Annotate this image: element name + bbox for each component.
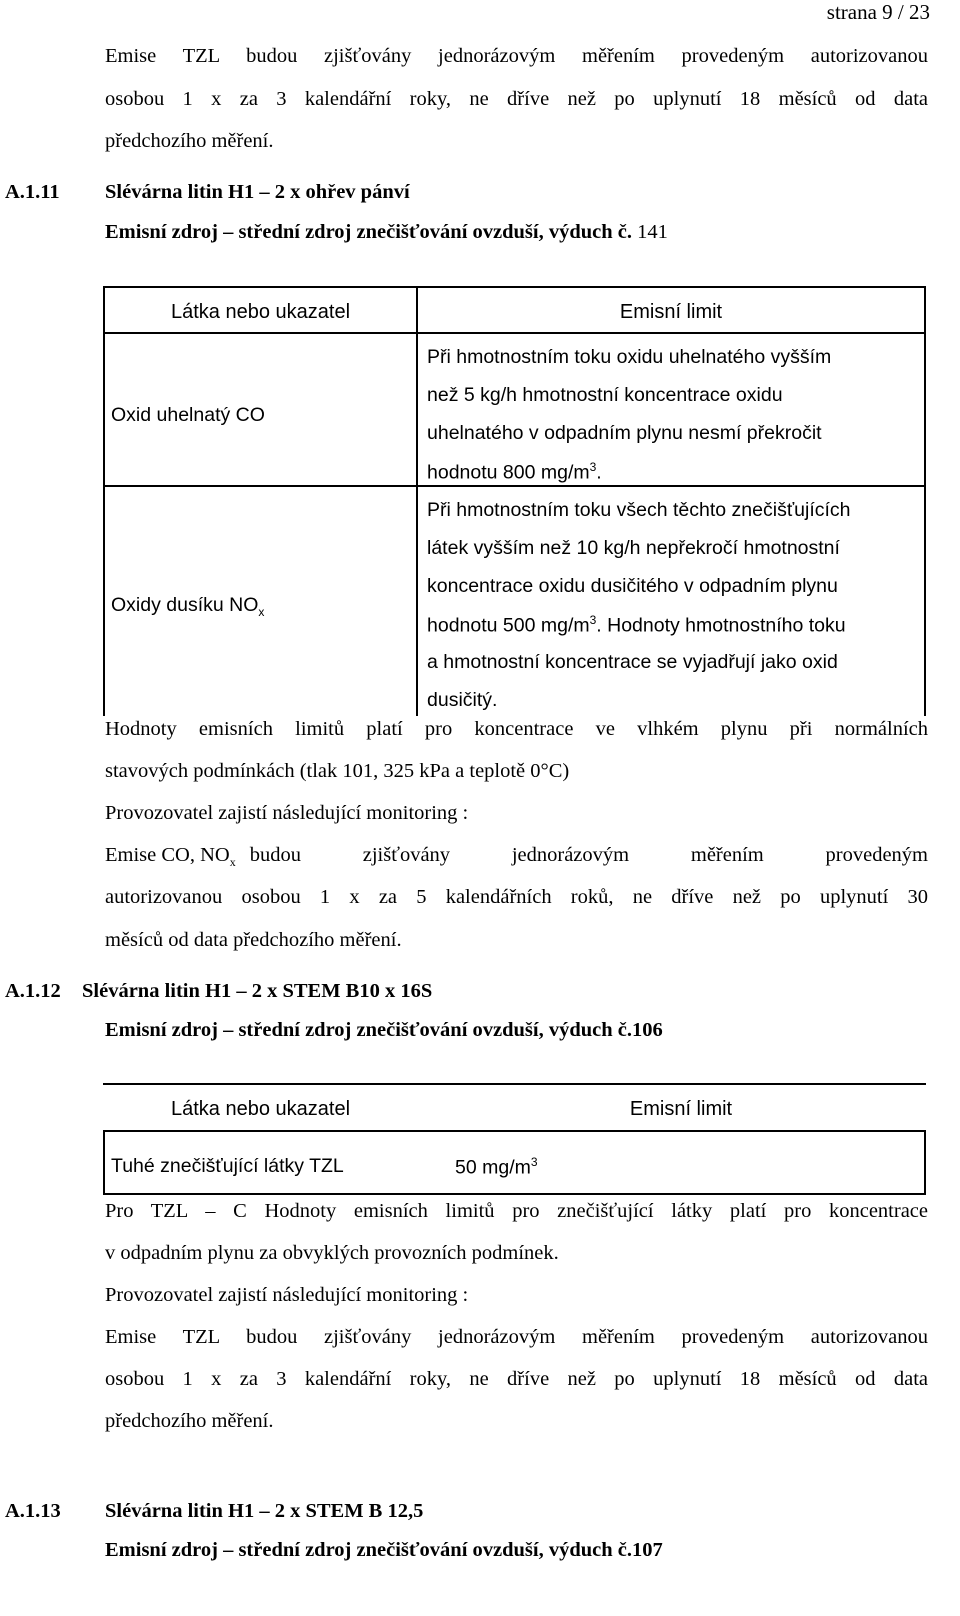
table-1-row1-substance: Oxid uhelnatý CO [111,404,265,426]
table-1-row2-limit-line-4 [427,613,846,638]
table-2-border-bottom [103,1193,926,1195]
section-11-source-number: 141 [637,221,668,243]
section-12-monitoring-line-3: předchozího měření. [105,1410,274,1432]
table-2-row1-limit-value: 50 mg/m [455,1156,531,1179]
section-11-monitoring-line-3: měsíců od data předchozího měření. [105,929,402,951]
table-2-border-right [924,1130,926,1195]
table-1-row2-limit-line-5: a hmotnostní koncentrace se vyjadřují jako oxid [427,651,838,673]
table-2-col1-header: Látka nebo ukazatel [170,1098,351,1120]
section-11-source-text: Emisní zdroj – střední zdroj znečišťování ovzduší, výduch č. [105,221,633,243]
table-1-row2-substance-sub: x [258,604,265,619]
table-1-col2-header: Emisní limit [619,301,723,323]
table-1-header-divider [103,332,926,334]
intro-line-3: předchozího měření. [105,130,274,152]
table-1-row1-limit-line-2: než 5 kg/h hmotnostní koncentrace oxidu [427,384,783,406]
table-2-row1-limit-sup: 3 [530,1155,538,1169]
section-13-title: Slévárna litin H1 – 2 x STEM B 12,5 [105,1500,424,1522]
table-1-row2-substance [111,594,264,619]
table-2-col2-header: Emisní limit [629,1098,733,1120]
table-1-row2-limit-line-1: Při hmotnostním toku všech těchto znečišťujících [427,499,851,521]
section-12-source: Emisní zdroj – střední zdroj znečišťování ovzduší, výduch č.106 [105,1019,663,1041]
intro-line-2: osobou 1 x za 3 kalendářní roky, ne dříve než po uplynutí 18 měsíců od data [105,88,928,110]
section-11-note-line-2: stavových podmínkách (tlak 101, 325 kPa a teplotě 0°C) [105,760,570,782]
table-1-border-top [103,286,926,288]
table-1-row-divider [103,485,926,487]
section-11-monitoring-emise [105,844,236,870]
section-12-number: A.1.12 [5,980,61,1002]
table-1-row1-limit-line-3: uhelnatého v odpadním plynu nesmí překročit [427,422,822,444]
section-11-source [105,221,668,244]
page-number: strana 9 / 23 [826,0,930,24]
section-12-monitoring-label: Provozovatel zajistí následující monitoring : [105,1284,469,1306]
section-12-monitoring-line-1: Emise TZL budou zjišťovány jednorázovým měřením provedeným autorizovanou [105,1326,928,1348]
section-13-number: A.1.13 [5,1500,61,1522]
section-12-title: Slévárna litin H1 – 2 x STEM B10 x 16S [82,980,433,1002]
section-11-monitoring-sub: x [229,855,236,870]
table-1-row2-limit-line-6: dusičitý. [427,689,498,711]
table-1-row1-limit-sup: 3 [589,460,597,474]
table-1-col-divider [416,286,418,716]
section-11-title: Slévárna litin H1 – 2 x ohřev pánví [105,181,410,203]
table-1-row1-limit-line-4 [427,460,602,485]
section-11-monitoring-line-1-rest: budou zjišťovány jednorázovým měřením provedeným [249,844,928,866]
section-12-note-line-1: Pro TZL – C Hodnoty emisních limitů pro znečišťující látky platí pro koncentrace [105,1200,928,1222]
section-11-number: A.1.11 [5,181,60,203]
table-2-row1-limit [455,1155,538,1180]
table-2-border-left [103,1130,105,1195]
table-2-row1-substance: Tuhé znečišťující látky TZL [111,1155,344,1177]
section-11-note-line-1: Hodnoty emisních limitů platí pro koncentrace ve vlhkém plynu při normálních [105,718,928,740]
section-11-monitoring-label: Provozovatel zajistí následující monitoring : [105,802,469,824]
table-2-border-top [103,1083,926,1085]
table-1-row1-limit-value: hodnotu 800 mg/m [427,461,590,484]
table-2-header-divider [103,1130,926,1132]
table-1-row2-limit-line-3: koncentrace oxidu dusičitého v odpadním plynu [427,575,838,597]
table-1-border-left [103,286,105,716]
table-1-row1-limit-end: . [596,461,602,484]
intro-line-1: Emise TZL budou zjišťovány jednorázovým měřením provedeným autorizovanou [105,45,928,67]
table-1-border-right [924,286,926,716]
table-1-row2-limit-line-2: látek vyšším než 10 kg/h nepřekročí hmotnostní [427,537,840,559]
table-1-row2-limit-value: hodnotu 500 mg/m [427,614,590,637]
table-1-row1-limit-line-1: Při hmotnostním toku oxidu uhelnatého vyšším [427,346,832,368]
table-1-row2-limit-sup: 3 [589,613,597,627]
table-1-row2-limit-cont: . Hodnoty hmotnostního toku [596,614,846,637]
section-11-monitoring-line-1 [105,844,928,870]
section-11-monitoring-emise-text: Emise CO, NO [105,844,230,866]
section-12-note-line-2: v odpadním plynu za obvyklých provozních podmínek. [105,1242,559,1264]
section-11-monitoring-line-2: autorizovanou osobou 1 x za 5 kalendářních roků, ne dříve než po uplynutí 30 [105,886,928,908]
section-12-monitoring-line-2: osobou 1 x za 3 kalendářní roky, ne dříve než po uplynutí 18 měsíců od data [105,1368,928,1390]
table-1-row2-substance-text: Oxidy dusíku NO [111,594,259,616]
section-13-source: Emisní zdroj – střední zdroj znečišťování ovzduší, výduch č.107 [105,1539,663,1561]
table-1-col1-header: Látka nebo ukazatel [170,301,351,323]
